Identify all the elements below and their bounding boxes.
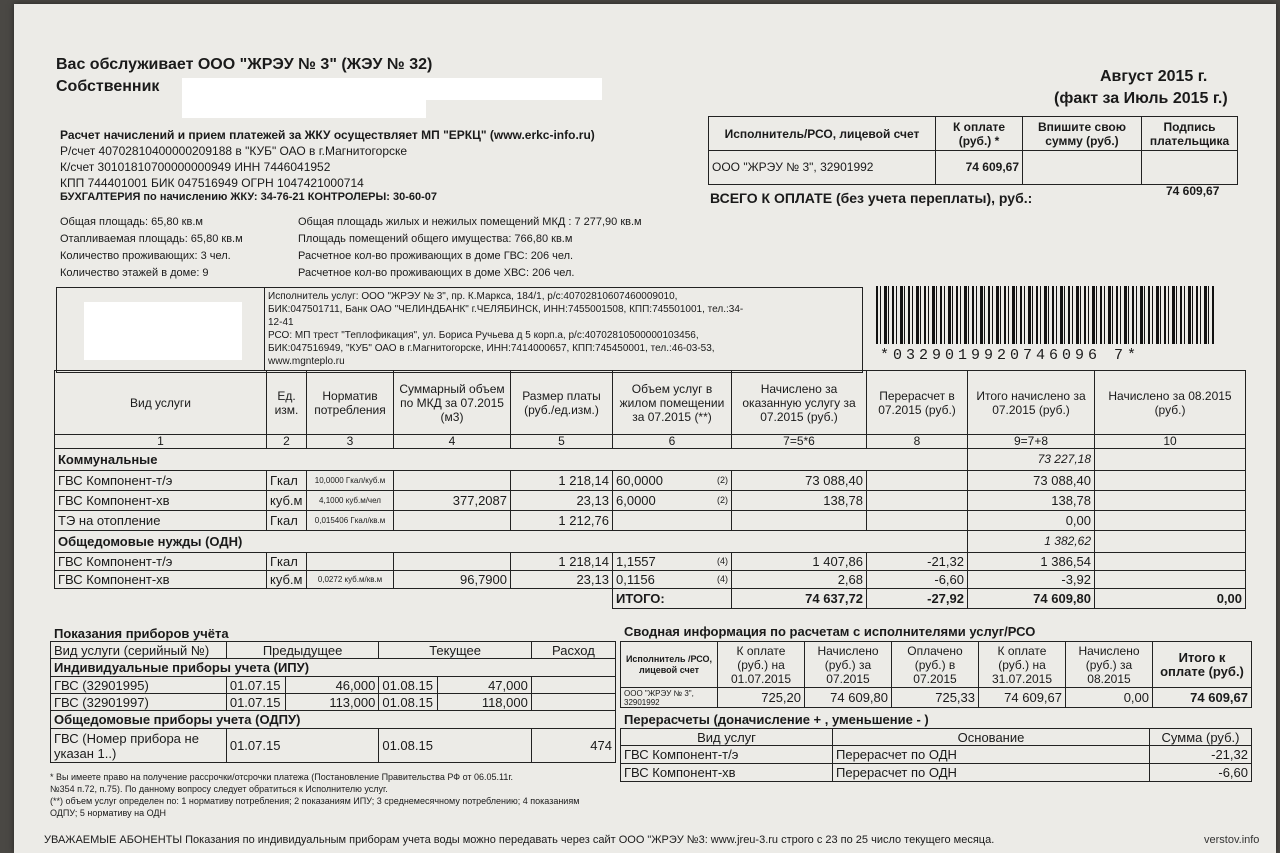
stat-hvs-residents: Расчетное кол-во проживающих в доме ХВС: 206 чел. xyxy=(298,267,575,279)
meter-cur-value: 47,000 xyxy=(438,677,532,694)
recalc-table xyxy=(620,728,1252,782)
empty-cell xyxy=(55,589,613,609)
row-recalc xyxy=(867,511,968,531)
meter-prev-date: 01.07.15 xyxy=(226,694,285,711)
col-num: 3 xyxy=(307,435,394,449)
recalc-service: ГВС Компонент-т/э xyxy=(621,746,833,764)
table-row xyxy=(55,571,1246,589)
row-charged: 2,68 xyxy=(732,571,867,589)
row-unit: куб.м xyxy=(267,491,307,511)
meter-prev-date: 01.07.15 xyxy=(226,729,379,763)
section-communal: Коммунальные xyxy=(55,449,968,471)
org-line-2: Р/счет 40702810400000209188 в "КУБ" ОАО в г.Магнитогорске xyxy=(60,144,408,158)
sum-next: 0,00 xyxy=(1066,688,1153,708)
recalc-sum: -6,60 xyxy=(1150,764,1252,782)
stat-heated-area: Отапливаемая площадь: 65,80 кв.м xyxy=(60,233,243,245)
table-row xyxy=(621,764,1252,782)
row-next xyxy=(1095,553,1246,571)
recalc-sum: -21,32 xyxy=(1150,746,1252,764)
col-h-next: Начислено за 08.2015 (руб.) xyxy=(1095,371,1246,435)
row-recalc: -6,60 xyxy=(867,571,968,589)
redacted-qr-area xyxy=(84,302,242,360)
row-norm: 0,015406 Гкал/кв.м xyxy=(307,511,394,531)
sum-h-next: Начислено (руб.) за 08.2015 xyxy=(1066,642,1153,688)
sum-paid: 725,33 xyxy=(892,688,979,708)
sum-total: 74 609,67 xyxy=(1153,688,1252,708)
stat-floors: Количество этажей в доме: 9 xyxy=(60,267,209,279)
row-volume: 60,0000 xyxy=(616,473,663,488)
stat-mkd-area: Общая площадь жилых и нежилых помещений МКД : 7 277,90 кв.м xyxy=(298,216,642,228)
itogo-charged: 74 637,72 xyxy=(732,589,867,609)
col-num: 4 xyxy=(394,435,511,449)
recalc-reason: Перерасчет по ОДН xyxy=(833,764,1150,782)
meters-h-prev: Предыдущее xyxy=(226,642,379,659)
col-num: 7=5*6 xyxy=(732,435,867,449)
row-volume: 0,1156 xyxy=(616,572,655,587)
row-norm: 4,1000 куб.м/чел xyxy=(307,491,394,511)
sum-h-charged: Начислено (руб.) за 07.2015 xyxy=(805,642,892,688)
col-num: 6 xyxy=(613,435,732,449)
col-h-norm: Норматив потребления xyxy=(307,371,394,435)
meters-table xyxy=(50,641,616,763)
row-service: ТЭ на отопление xyxy=(55,511,267,531)
row-mkd xyxy=(394,471,511,491)
col-h-unit: Ед. изм. xyxy=(267,371,307,435)
utility-bill-sheet xyxy=(14,4,1276,853)
footnote-4: ОДПУ; 5 нормативу на ОДН xyxy=(50,808,166,818)
footnote-2: №354 п.72, п.75). По данному вопросу следует обратиться к Исполнителю услуг. xyxy=(50,784,388,794)
row-rate: 23,13 xyxy=(511,491,613,511)
table-row xyxy=(51,677,616,694)
org-line-4: КПП 744401001 БИК 047516949 ОГРН 1047421000714 xyxy=(60,176,364,190)
row-service: ГВС Компонент-т/э xyxy=(55,471,267,491)
row-recalc xyxy=(867,491,968,511)
provider-line-3: 12-41 xyxy=(268,317,294,328)
row-rate: 23,13 xyxy=(511,571,613,589)
row-mkd: 377,2087 xyxy=(394,491,511,511)
row-unit: Гкал xyxy=(267,511,307,531)
recalc-h-service: Вид услуг xyxy=(621,729,833,746)
bill-period: Август 2015 г. xyxy=(1100,68,1208,85)
notice-text: УВАЖАЕМЫЕ АБОНЕНТЫ Показания по индивидуальным приборам учета воды можно передавать через сайт ООО "ЖРЭУ №3: www.jreu-3.ru строго с 23 по 25 число текущего месяца. xyxy=(44,834,995,846)
row-charged: 73 088,40 xyxy=(732,471,867,491)
served-by: Вас обслуживает ООО "ЖРЭУ № 3" (ЖЭУ № 32) xyxy=(56,56,433,73)
row-norm xyxy=(307,553,394,571)
meters-title: Показания приборов учёта xyxy=(54,626,229,641)
recalc-title: Перерасчеты (доначисление + , уменьшение - ) xyxy=(624,712,929,727)
section-communal-total: 73 227,18 xyxy=(968,449,1095,471)
col-h-service: Вид услуги xyxy=(55,371,267,435)
empty-cell xyxy=(1095,531,1246,553)
col-h-rate: Размер платы (руб./ед.изм.) xyxy=(511,371,613,435)
col-h-volume: Объем услуг в жилом помещении за 07.2015 (**) xyxy=(613,371,732,435)
meter-cur-value: 118,000 xyxy=(438,694,532,711)
odpu-title: Общедомовые приборы учета (ОДПУ) xyxy=(51,711,616,729)
col-h-total: Итого начислено за 07.2015 (руб.) xyxy=(968,371,1095,435)
summary-table xyxy=(620,641,1252,708)
row-service: ГВС Компонент-хв xyxy=(55,571,267,589)
row-volume: 6,0000 xyxy=(616,493,656,508)
footnote-1: * Вы имеете право на получение рассрочки/отсрочки платежа (Постановление Правительства РФ от 06.05.11г. xyxy=(50,772,514,782)
provider-line-5: БИК:047516949, "КУБ" ОАО в г.Магнитогорске, ИНН:7414000657, КПП:745450001, тел.:46-03-53, xyxy=(268,343,715,354)
provider-line-2: БИК:047501711, Банк ОАО "ЧЕЛИНДБАНК" г.ЧЕЛЯБИНСК, ИНН:7455001508, КПП:745501001, тел.:34- xyxy=(268,304,744,315)
pay-h-own-sum: Впишите свою сумму (руб.) xyxy=(1023,117,1142,151)
row-volume-mark: (2) xyxy=(717,475,728,485)
col-num: 1 xyxy=(55,435,267,449)
charges-table xyxy=(54,370,1246,609)
barcode-text: *0329019920746096 7* xyxy=(880,347,1141,364)
meter-usage: 474 xyxy=(531,729,615,763)
provider-line-1: Исполнитель услуг: ООО "ЖРЭУ № 3", пр. К.Маркса, 184/1, р/с:40702810607460009010, xyxy=(268,291,678,302)
org-line-5: БУХГАЛТЕРИЯ по начислению ЖКУ: 34-76-21 КОНТРОЛЕРЫ: 30-60-07 xyxy=(60,191,438,203)
provider-line-4: РСО: МП трест "Теплофикация", ул. Бориса Ручьева д 5 корп.а, р/с:40702810500000103456, xyxy=(268,330,699,341)
row-unit: куб.м xyxy=(267,571,307,589)
meter-usage xyxy=(531,677,615,694)
provider-info-divider xyxy=(264,287,265,371)
itogo-recalc: -27,92 xyxy=(867,589,968,609)
stat-total-area: Общая площадь: 65,80 кв.м xyxy=(60,216,203,228)
row-service: ГВС Компонент-хв xyxy=(55,491,267,511)
row-volume-mark: (4) xyxy=(717,574,728,584)
row-charged: 138,78 xyxy=(732,491,867,511)
itogo-label: ИТОГО: xyxy=(613,589,732,609)
pay-own-sum-field[interactable] xyxy=(1023,151,1142,185)
col-num: 2 xyxy=(267,435,307,449)
meter-prev-value: 113,000 xyxy=(285,694,379,711)
meter-name: ГВС (Номер прибора не указан 1..) xyxy=(51,729,227,763)
sum-h-executor: Исполнитель /РСО, лицевой счет xyxy=(621,642,718,688)
total-to-pay-value: 74 609,67 xyxy=(1166,184,1220,198)
row-charged: 1 407,86 xyxy=(732,553,867,571)
watermark: verstov.info xyxy=(1204,834,1260,846)
row-total: 1 386,54 xyxy=(968,553,1095,571)
row-rate: 1 218,14 xyxy=(511,553,613,571)
row-service: ГВС Компонент-т/э xyxy=(55,553,267,571)
row-next xyxy=(1095,491,1246,511)
sum-h-paid: Оплачено (руб.) в 07.2015 xyxy=(892,642,979,688)
row-unit: Гкал xyxy=(267,471,307,491)
meter-cur-date: 01.08.15 xyxy=(379,694,438,711)
stat-residents: Количество проживающих: 3 чел. xyxy=(60,250,231,262)
table-row xyxy=(55,491,1246,511)
meters-h-cur: Текущее xyxy=(379,642,532,659)
col-num: 10 xyxy=(1095,435,1246,449)
row-mkd xyxy=(394,511,511,531)
footnote-3: (**) объем услуг определен по: 1 нормативу потребления; 2 показаниям ИПУ; 3 среднемесячному потреблению; 4 показаниям xyxy=(50,796,580,806)
empty-cell xyxy=(1095,449,1246,471)
section-odn-total: 1 382,62 xyxy=(968,531,1095,553)
sum-h-due-start: К оплате (руб.) на 01.07.2015 xyxy=(718,642,805,688)
row-total: -3,92 xyxy=(968,571,1095,589)
row-total: 138,78 xyxy=(968,491,1095,511)
pay-signature-field[interactable] xyxy=(1142,151,1238,185)
recalc-reason: Перерасчет по ОДН xyxy=(833,746,1150,764)
sum-due-end: 74 609,67 xyxy=(979,688,1066,708)
meters-h-usage: Расход xyxy=(531,642,615,659)
owner-label: Собственник xyxy=(56,78,160,95)
sum-h-due-end: К оплате (руб.) на 31.07.2015 xyxy=(979,642,1066,688)
row-mkd xyxy=(394,553,511,571)
row-mkd: 96,7900 xyxy=(394,571,511,589)
meter-prev-value: 46,000 xyxy=(285,677,379,694)
row-total: 0,00 xyxy=(968,511,1095,531)
summary-title: Сводная информация по расчетам с исполнителями услуг/РСО xyxy=(624,624,1036,639)
col-h-mkd: Суммарный объем по МКД за 07.2015 (м3) xyxy=(394,371,511,435)
sum-charged: 74 609,80 xyxy=(805,688,892,708)
meter-prev-date: 01.07.15 xyxy=(226,677,285,694)
meters-h-service: Вид услуги (серийный №) xyxy=(51,642,227,659)
itogo-total: 74 609,80 xyxy=(968,589,1095,609)
table-row xyxy=(55,511,1246,531)
row-total: 73 088,40 xyxy=(968,471,1095,491)
org-line-1: Расчет начислений и прием платежей за ЖКУ осуществляет МП "ЕРКЦ" (www.erkc-info.ru) xyxy=(60,128,595,142)
stat-gvs-residents: Расчетное кол-во проживающих в доме ГВС: 206 чел. xyxy=(298,250,574,262)
row-recalc xyxy=(867,471,968,491)
row-volume: 1,1557 xyxy=(616,554,656,569)
table-row xyxy=(55,471,1246,491)
provider-line-6: www.mgnteplo.ru xyxy=(268,356,345,367)
redacted-address xyxy=(182,100,426,118)
redacted-owner-name xyxy=(182,78,602,100)
col-num: 9=7+8 xyxy=(968,435,1095,449)
section-odn: Общедомовые нужды (ОДН) xyxy=(55,531,968,553)
org-line-3: К/счет 30101810700000000949 ИНН 7446041952 xyxy=(60,160,331,174)
stat-common-area: Площадь помещений общего имущества: 766,80 кв.м xyxy=(298,233,573,245)
recalc-h-reason: Основание xyxy=(833,729,1150,746)
row-volume-mark: (2) xyxy=(717,495,728,505)
row-charged xyxy=(732,511,867,531)
total-to-pay-label: ВСЕГО К ОПЛАТЕ (без учета переплаты), руб.: xyxy=(710,190,1033,206)
pay-executor: ООО "ЖРЭУ № 3", 32901992 xyxy=(709,151,936,185)
pay-h-executor: Исполнитель/РСО, лицевой счет xyxy=(709,117,936,151)
sum-executor: ООО "ЖРЭУ № 3", 32901992 xyxy=(621,688,718,708)
table-row xyxy=(51,729,616,763)
ipu-title: Индивидуальные приборы учета (ИПУ) xyxy=(51,659,616,677)
row-next xyxy=(1095,471,1246,491)
row-rate: 1 212,76 xyxy=(511,511,613,531)
recalc-h-sum: Сумма (руб.) xyxy=(1150,729,1252,746)
row-next xyxy=(1095,571,1246,589)
col-h-charged: Начислено за оказанную услугу за 07.2015 (руб.) xyxy=(732,371,867,435)
pay-h-amount: К оплате (руб.) * xyxy=(936,117,1023,151)
row-norm: 10,0000 Гкал/куб.м xyxy=(307,471,394,491)
pay-amount: 74 609,67 xyxy=(936,151,1023,185)
itogo-next: 0,00 xyxy=(1095,589,1246,609)
col-num: 8 xyxy=(867,435,968,449)
meter-cur-date: 01.08.15 xyxy=(379,677,438,694)
row-norm: 0,0272 куб.м/кв.м xyxy=(307,571,394,589)
meter-name: ГВС (32901995) xyxy=(51,677,227,694)
row-unit: Гкал xyxy=(267,553,307,571)
table-row xyxy=(51,694,616,711)
meter-name: ГВС (32901997) xyxy=(51,694,227,711)
recalc-service: ГВС Компонент-хв xyxy=(621,764,833,782)
row-recalc: -21,32 xyxy=(867,553,968,571)
sum-due-start: 725,20 xyxy=(718,688,805,708)
table-row xyxy=(621,746,1252,764)
col-h-recalc: Перерасчет в 07.2015 (руб.) xyxy=(867,371,968,435)
meter-usage xyxy=(531,694,615,711)
pay-h-signature: Подпись плательщика xyxy=(1142,117,1238,151)
row-rate: 1 218,14 xyxy=(511,471,613,491)
row-next xyxy=(1095,511,1246,531)
table-row xyxy=(55,553,1246,571)
sum-h-total: Итого к оплате (руб.) xyxy=(1153,642,1252,688)
col-num: 5 xyxy=(511,435,613,449)
payment-table xyxy=(708,116,1238,185)
meter-cur-date: 01.08.15 xyxy=(379,729,532,763)
table-row xyxy=(621,688,1252,708)
barcode xyxy=(876,286,1216,344)
bill-period-fact: (факт за Июль 2015 г.) xyxy=(1054,90,1228,107)
row-volume-mark: (4) xyxy=(717,556,728,566)
